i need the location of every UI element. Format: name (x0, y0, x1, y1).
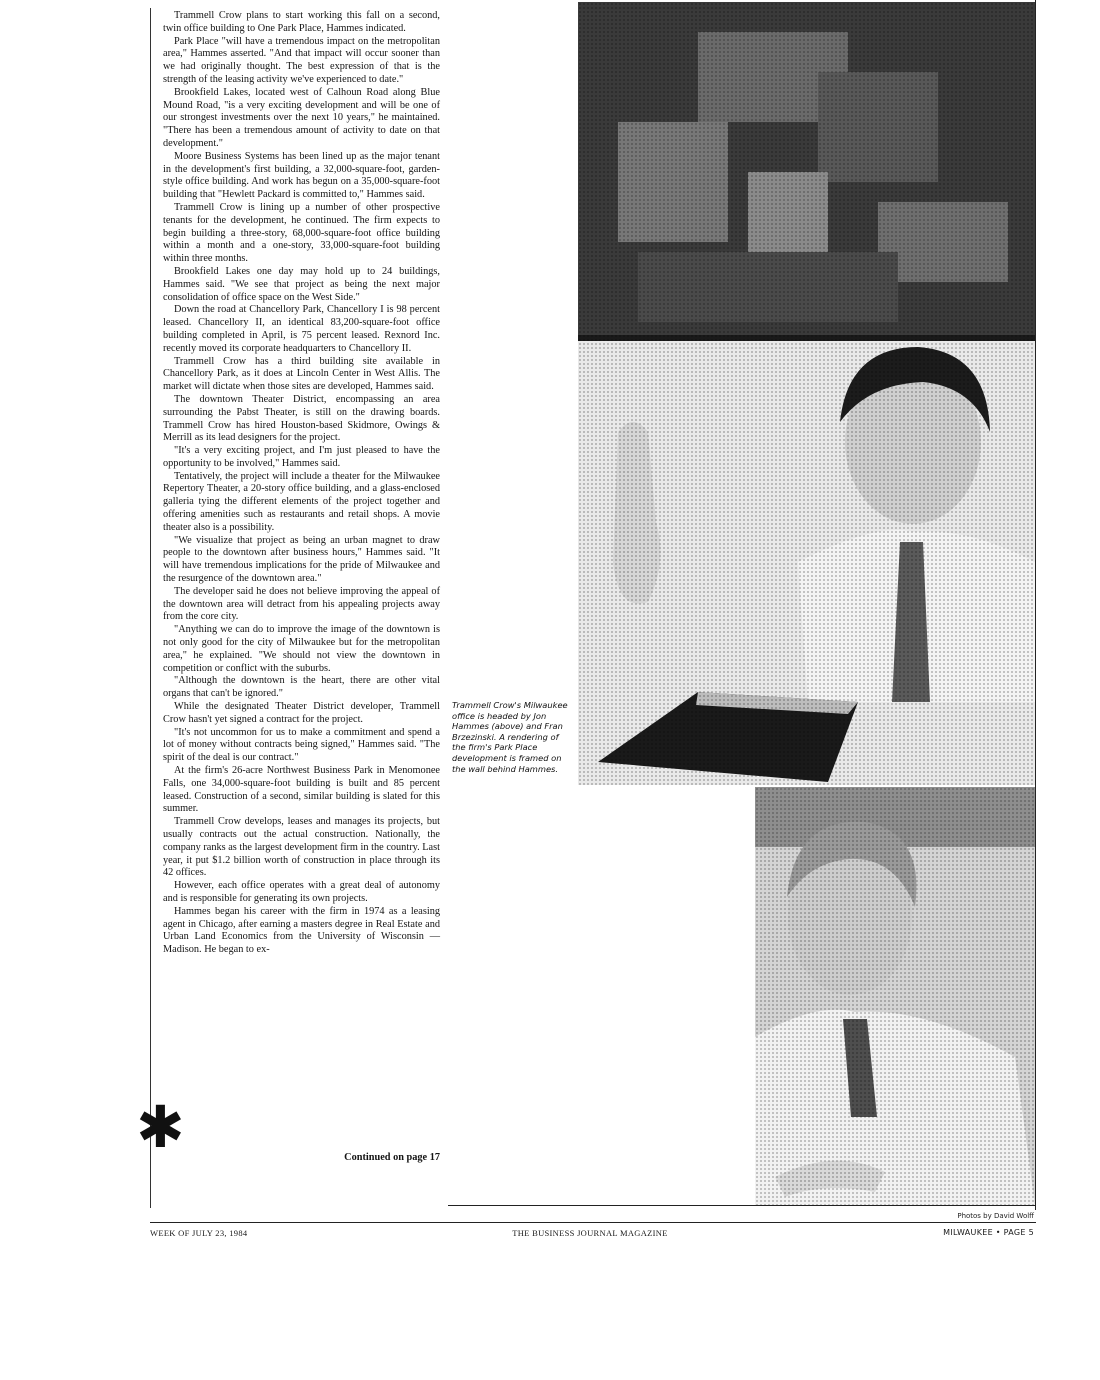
photo-bottom-rule (448, 1205, 1036, 1206)
article-paragraph: Hammes began his career with the firm in 1974 as a leasing agent in Chicago, after earning a masters degree in Real Estate and Urban Land Economics from the University of Wisconsin — Madison. He began to ex- (163, 905, 440, 956)
article-paragraph: While the designated Theater District developer, Trammell Crow hasn't yet signed a contract for the project. (163, 701, 440, 725)
article-paragraph: "We visualize that project as being an urban magnet to draw people to the downtown after business hours," Hammes said. "It will have tremendous implications for the pride of Milwaukee and the resurgence of the downtown area." (163, 534, 440, 585)
article-paragraph: "It's not uncommon for us to make a commitment and spend a lot of money without contracts being signed," Hammes said. "The spirit of the deal is our contract." (163, 726, 440, 764)
photo-brzezinski (755, 787, 1035, 1205)
margin-asterisk-mark: ✱ (136, 1093, 185, 1161)
article-paragraph: Brookfield Lakes one day may hold up to 24 buildings, Hammes said. "We see that project as being the next major consolidation of office space on the West Side." (163, 265, 440, 303)
footer-publication: THE BUSINESS JOURNAL MAGAZINE (512, 1228, 668, 1238)
article-paragraph: At the firm's 26-acre Northwest Business Park in Menomonee Falls, one 34,000-square-foot building is built and 85 percent leased. Construction of a second, similar building is slated for this summer. (163, 765, 440, 815)
article-paragraph: The downtown Theater District, encompassing an area surrounding the Pabst Theater, is still on the drawing boards. Trammell Crow has hired Houston-based Skidmore, Owings & Merrill as its lead designers for the project. (163, 393, 440, 444)
article-paragraph: Trammell Crow has a third building site available in Chancellory Park, as it does at Lincoln Center in West Allis. The market will dictate when those sites are developed, Hammes said. (163, 355, 440, 393)
article-paragraph: Trammell Crow develops, leases and manages its projects, but usually contracts out the actual construction. Nationally, the company ranks as the largest development firm in the country. Last year, it put $1.2 billion worth of construction in place through its 42 offices. (163, 816, 440, 879)
article-paragraph: "Anything we can do to improve the image of the downtown is not only good for the city of Milwaukee but for the metropolitan area," he explained. "We should not view the downtown in competition or conflict with the suburbs. (163, 624, 440, 674)
article-column (163, 10, 440, 957)
photo-credit: Photos by David Wolff (957, 1212, 1034, 1220)
article-paragraph: However, each office operates with a great deal of autonomy and is responsible for generating its own projects. (163, 880, 440, 904)
article-paragraph: Tentatively, the project will include a theater for the Milwaukee Repertory Theater, a 20-story office building, and a glass-enclosed galleria tying the different elements of the project together and offering amenities such as restaurants and retail shops. A movie theater also is a possibility. (163, 470, 440, 533)
page-left-rule (150, 8, 151, 1208)
article-paragraph: "Although the downtown is the heart, there are other vital organs that can't be ignored." (163, 675, 440, 700)
article-paragraph: The developer said he does not believe improving the appeal of the downtown area will detract from his appealing projects away from the core city. (163, 585, 440, 623)
article-paragraph: Trammell Crow plans to start working this fall on a second, twin office building to One Park Place, Hammes indicated. (163, 10, 440, 34)
article-paragraph: Park Place "will have a tremendous impact on the metropolitan area," Hammes asserted. "And that impact will occur sooner than we had originally thought. The best expression of that is the strength of the leasing activity we've experienced to date." (163, 35, 440, 85)
footer-page-number: MILWAUKEE • PAGE 5 (943, 1228, 1034, 1237)
article-paragraph: Down the road at Chancellory Park, Chancellory I is 98 percent leased. Chancellory II, an identical 83,200-square-foot office building completed in April, is 75 percent leased. Rexnord Inc. recently moved its corporate headquarters to Chancellory II. (163, 304, 440, 354)
photo-brzezinski-illustration (755, 787, 1035, 1205)
photo-hammes-illustration (578, 2, 1035, 785)
footer-date: WEEK OF JULY 23, 1984 (150, 1228, 248, 1238)
photo-caption: Trammell Crow's Milwaukee office is headed by Jon Hammes (above) and Fran Brzezinski. A rendering of the firm's Park Place development is framed on the wall behind Hammes. (452, 700, 568, 774)
photo-right-rule (1035, 0, 1036, 1210)
footer-rule (150, 1222, 1036, 1223)
photo-hammes-at-desk (578, 2, 1035, 785)
article-paragraph: "It's a very exciting project, and I'm just pleased to have the opportunity to be involved," Hammes said. (163, 445, 440, 469)
article-paragraph: Moore Business Systems has been lined up as the major tenant in the development's first building, a 32,000-square-foot, garden-style office building. And work has begun on a 35,000-square-foot building that "Hewlett Packard is committed to," Hammes said. (163, 150, 440, 201)
article-paragraph: Brookfield Lakes, located west of Calhoun Road along Blue Mound Road, "is a very exciting development and will be one of our strongest investments over the next 10 years," he maintained. "There has been a tremendous amount of activity to date on that development." (163, 86, 440, 149)
article-paragraph: Trammell Crow is lining up a number of other prospective tenants for the development, he continued. The firm expects to begin building a three-story, 68,000-square-foot office building within a month and a one-story, 33,000-square-foot building within three months. (163, 201, 440, 265)
continued-jump-line: Continued on page 17 (344, 1152, 440, 1163)
